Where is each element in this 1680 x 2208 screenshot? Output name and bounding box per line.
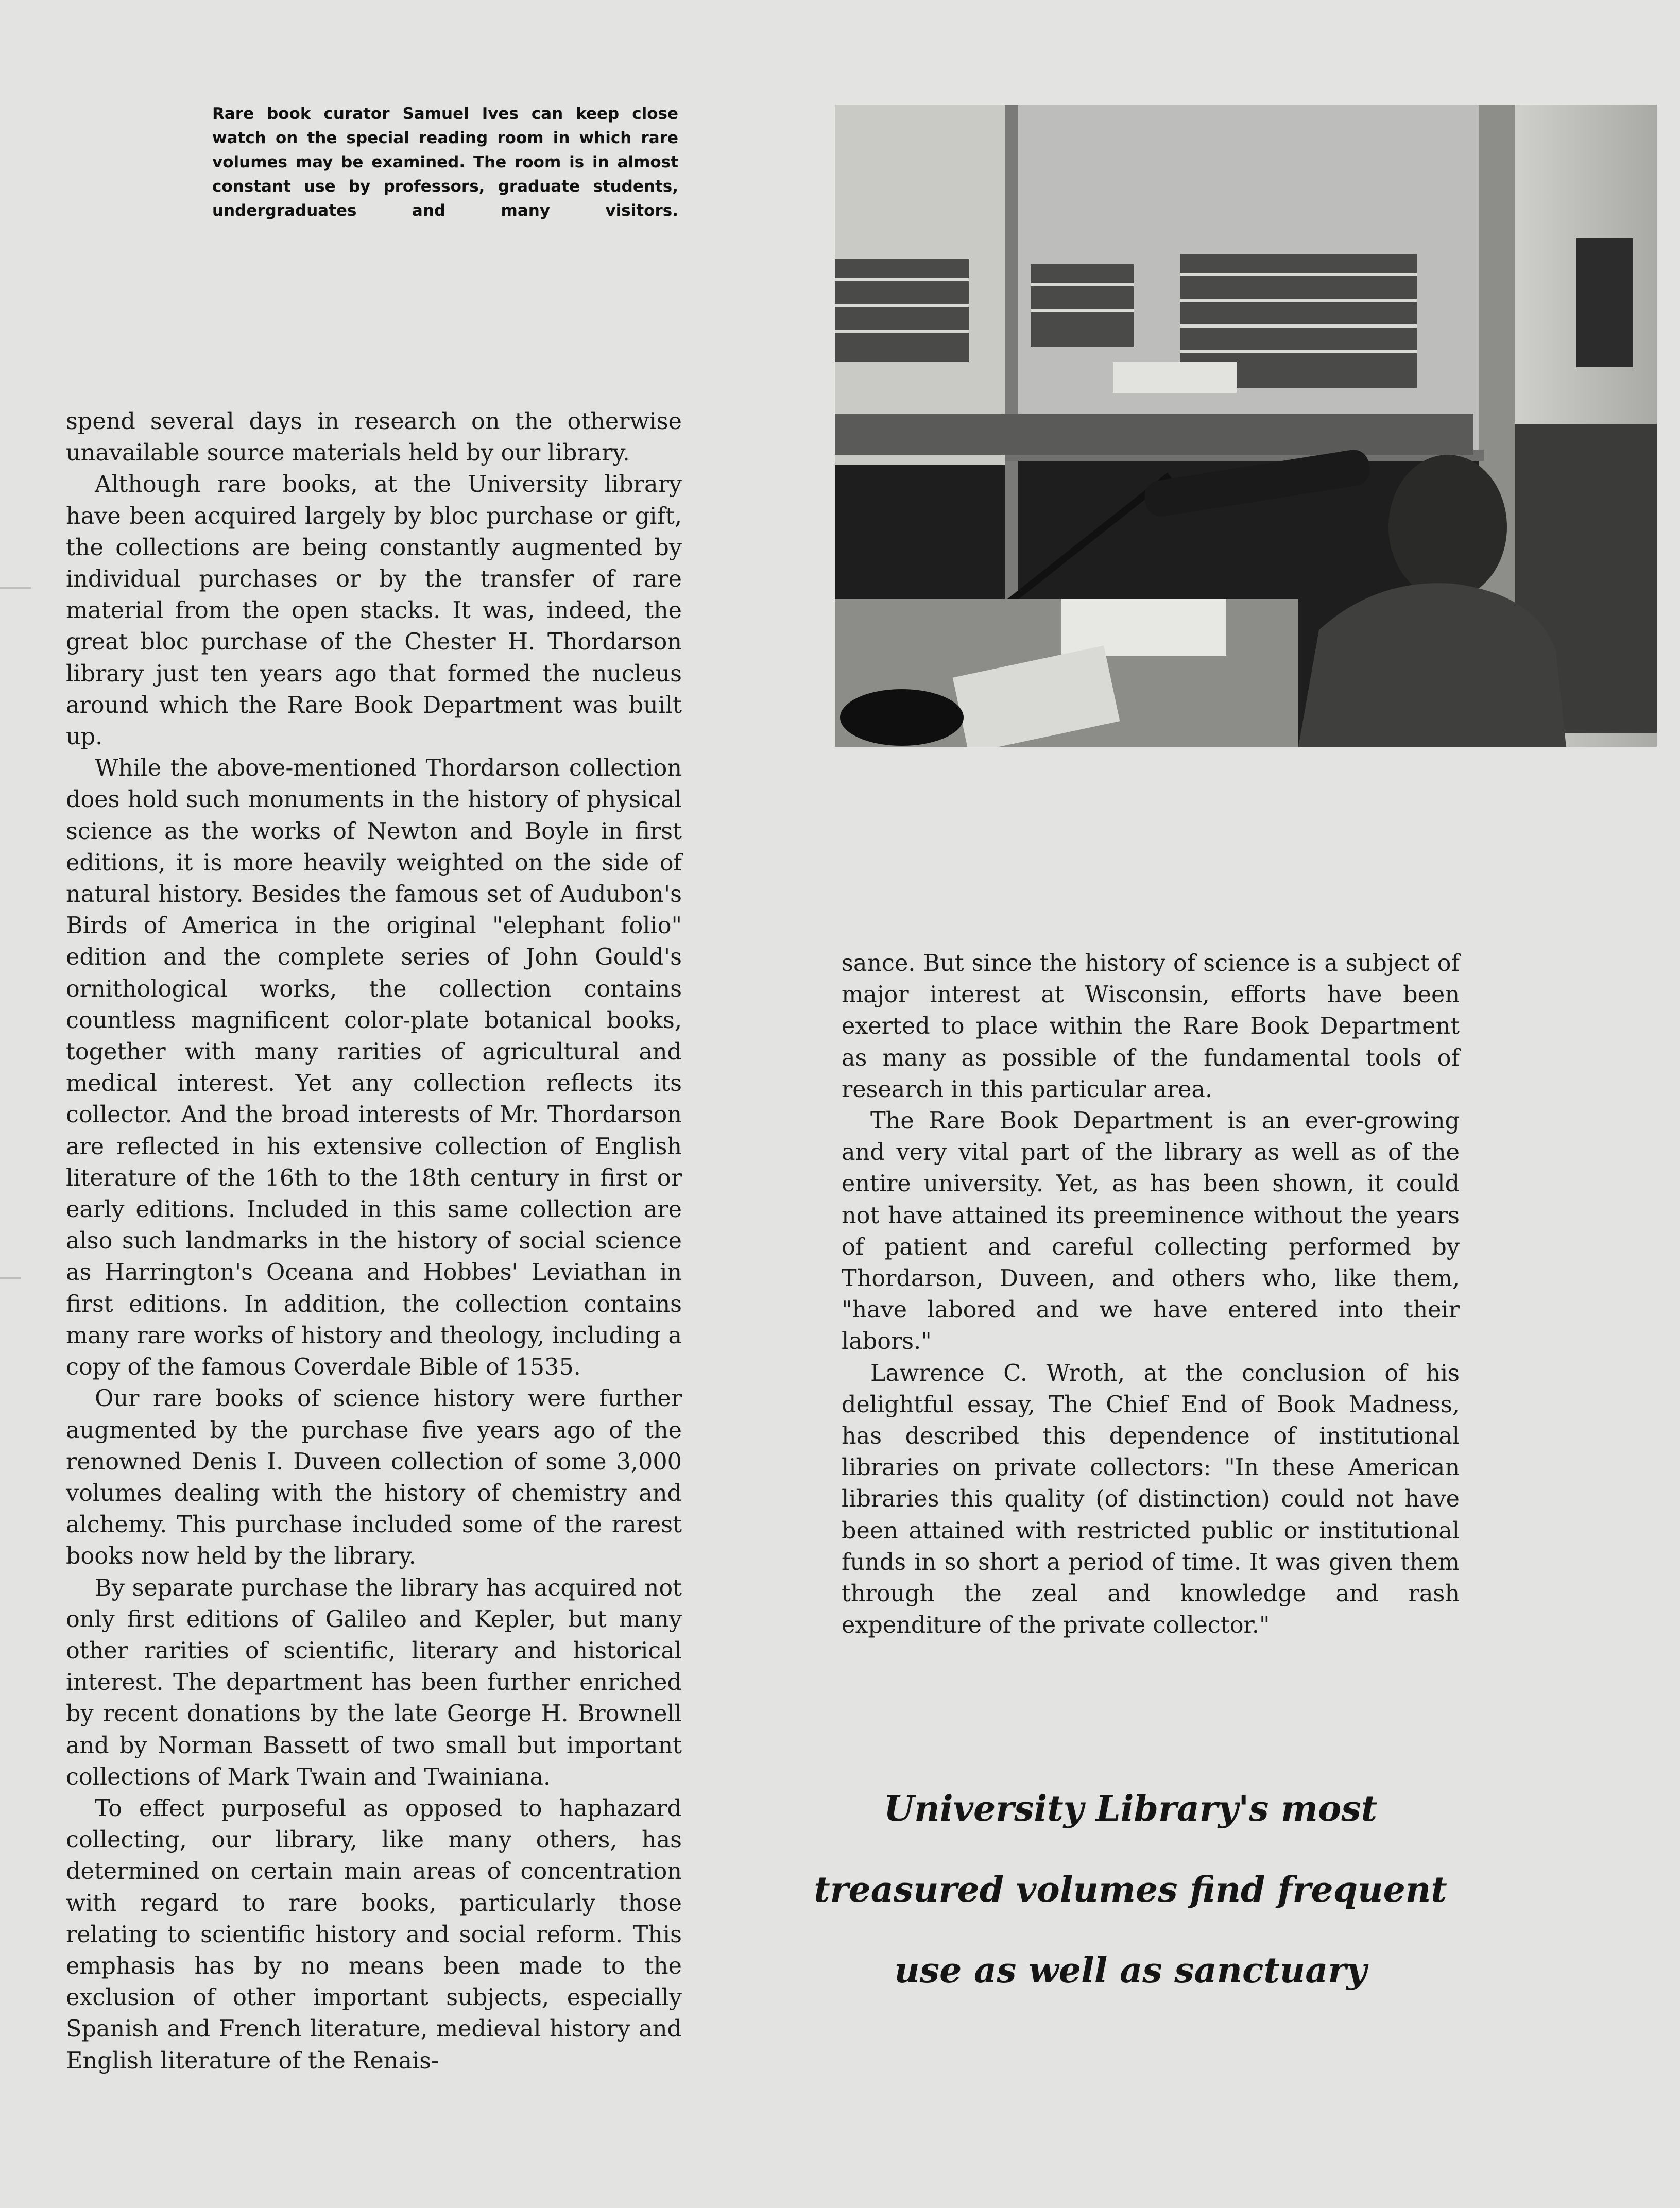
paragraph: Although rare books, at the University library have been acquired largely by bloc purchase or gift, the collections are being constantly augmented by individual purchases or by the transfer of rare material from the open stacks. It was, indeed, the great bloc purchase of the Chester H. Thordarson library just ten years ago that formed the nucleus around which the Rare Book Department was built up.	[66, 471, 682, 750]
scan-artifact-line	[0, 587, 31, 589]
paragraph: Our rare books of science history were further augmented by the purchase five years ago of the renowned Denis I. Duveen collection of some 3,000 volumes dealing with the history of chemistry and alchemy. This purchase included some of the rarest books now held by the library.	[66, 1385, 682, 1570]
reading-room-photo	[835, 105, 1657, 747]
paragraph: While the above-mentioned Thordarson collection does hold such monuments in the history of physical science as the works of Newton and Boyle in first editions, it is more heavily weighted on the side of natural history. Besides the famous set of Audubon's Birds of America in the original "elephant folio" edition and the complete series of John Gould's ornithological works, the collection contains countless magnificent color-plate botanical books, together with many rarities of agricultural and medical interest. Yet any collection reflects its collector. And the broad interests of Mr. Thordarson are reflected in his extensive collection of English literature of the 16th to the 18th century in first or early editions. Included in this same collection are also such landmarks in the history of social science as Harrington's Oceana and Hobbes' Leviathan in first editions. In addition, the collection contains many rare works of history and theology, including a copy of the famous Coverdale Bible of 1535.	[66, 755, 682, 1381]
headline-line: treasured volumes find frequent	[814, 1869, 1447, 1910]
paragraph: spend several days in research on the otherwise unavailable source materials held by our library.	[66, 408, 682, 467]
scan-artifact-line	[0, 1277, 21, 1279]
article-headline	[762, 1769, 1499, 2011]
paragraph: By separate purchase the library has acquired not only first editions of Galileo and Kepler, but many other rarities of scientific, literary and historical interest. The department has been further enriched by recent donations by the late George H. Brownell and by Norman Bassett of two small but important collections of Mark Twain and Twainiana.	[66, 1574, 682, 1790]
paragraph: Lawrence C. Wroth, at the conclusion of his delightful essay, The Chief End of Book Madness, has described this dependence of institutional libraries on private collectors: "In these American libraries this quality (of distinction) could not have been attained with restricted public or institutional funds in so short a period of time. It was given them through the zeal and knowledge and rash expenditure of the private collector."	[842, 1360, 1460, 1639]
paragraph: sance. But since the history of science is a subject of major interest at Wisconsin, efforts have been exerted to place within the Rare Book Department as many as possible of the fundamental tools of research in this particular area.	[842, 950, 1460, 1103]
article-column-left	[66, 406, 682, 2077]
headline-line: University Library's most	[883, 1788, 1378, 1829]
paragraph: To effect purposeful as opposed to haphazard collecting, our library, like many others, has determined on certain main areas of concentration with regard to rare books, particularly those relating to scientific history and social reform. This emphasis has by no means been made to the exclusion of other important subjects, especially Spanish and French literature, medieval history and English literature of the Renais-	[66, 1795, 682, 2074]
article-column-right	[842, 948, 1460, 1641]
headline-line: use as well as sanctuary	[894, 1950, 1367, 1991]
photo-illustration	[835, 105, 1657, 747]
photo-caption: Rare book curator Samuel Ives can keep close watch on the special reading room in which rare volumes may be examined. The room is in almost constant use by professors, graduate students, undergraduates and many visitors.	[212, 105, 678, 220]
paragraph: The Rare Book Department is an ever-growing and very vital part of the library as well as of the entire university. Yet, as has been shown, it could not have attained its preeminence without the years of patient and careful collecting performed by Thordarson, Duveen, and others who, like them, "have labored and we have entered into their labors."	[842, 1108, 1460, 1355]
